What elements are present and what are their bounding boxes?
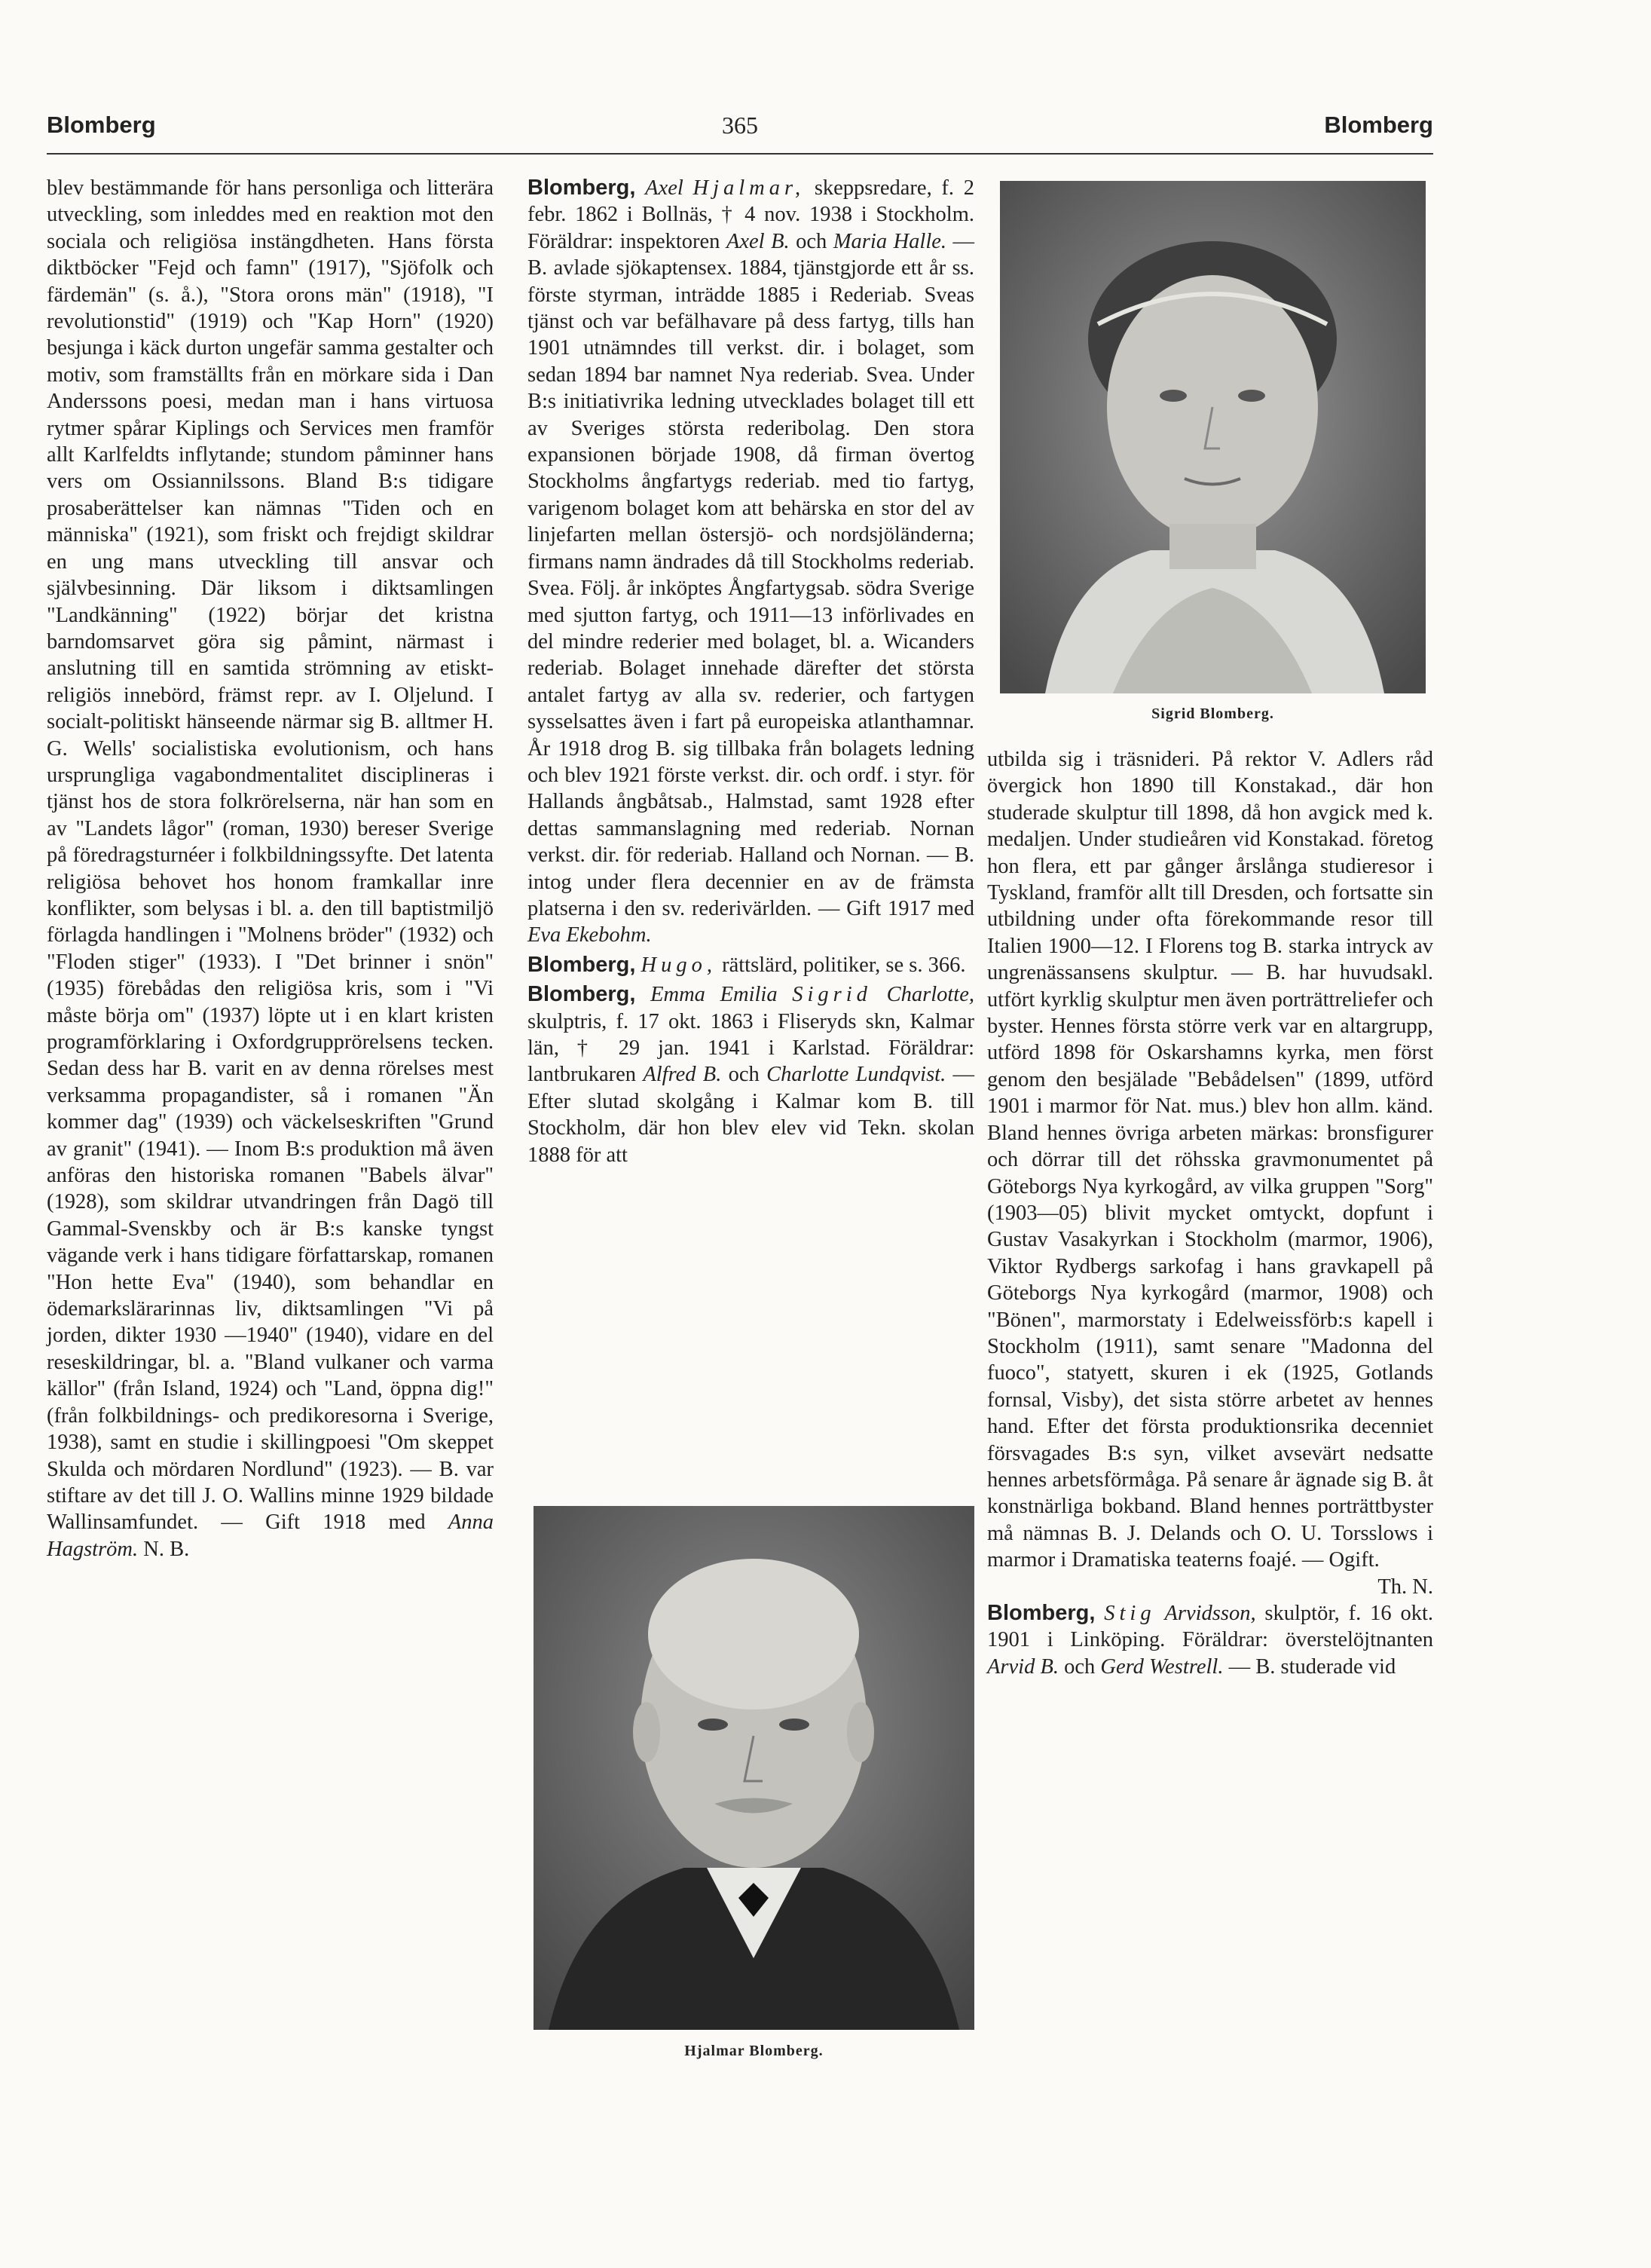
entry-text: — Efter slutad skolgång i Kalmar kom B. till Stockholm, där hon blev elev vid Tekn. skolan 1888 för att xyxy=(527,1063,974,1167)
running-header xyxy=(47,112,1433,149)
entry-text: — B. avlade sjökaptensex. 1884, tjänstgjorde ett år ss. förste styrman, inträdde 1885 i Rederiab. Sveas tjänst och var befälhavare på dess fartyg, tills han 1901 utnämndes till verkst. dir. i bolaget, som sedan 1894 bar namnet Nya rederiab. Svea. Under B:s initiativrika ledning utvecklades bolaget till ett av Sveriges största rederibolag. Den stora expansionen började 1908, då firman övertog Stockholms ångfartygs rederiab. med tio fartyg, varigenom bolaget kom att behärska en stor del av linjefarten mellan östersjö- och nordsjöländerna; firmans namn ändrades då till Stockholms rederiab. Svea. Följ. år inköptes Ångfartygsab. södra Sverige med sjutton fartyg, och 1911—13 införlivades en del mindre rederier med bolaget, bl. a. Wicanders rederiab. Bolaget innehade därefter det största antalet fartyg av alla sv. rederier, och fartygen sysselsattes även i fart på europeiska atlanthamnar. År 1918 drog B. sig tillbaka från bolagets ledning och blev 1921 förste verkst. dir. och ordf. i styr. för Hallands ångbåtsab., Halmstad, samt 1928 efter dettas sammanslagning med rederiab. Nornan verkst. dir. för rederiab. Halland och Nornan. — B. intog under flera decennier en av de främsta platserna i den sv. rederivärlden. — Gift 1917 med xyxy=(527,229,975,920)
entry-text: skulptris, f. 17 okt. 1863 i Fliseryds skn, Kalmar län, † 29 jan. 1941 i Karlstad. Föräldrar: lantbrukaren xyxy=(527,1009,974,1087)
portrait-sigrid-blomberg xyxy=(1000,181,1426,693)
entry-spouse: Eva Ekebohm. xyxy=(527,923,652,947)
entry-patronymic: Arvidsson, xyxy=(1164,1602,1256,1625)
entry-stig xyxy=(987,1600,1433,1680)
entry-given-name: Hjalmar, xyxy=(693,176,806,200)
entry-text: och xyxy=(728,1063,760,1087)
entry-mother: Maria Halle. xyxy=(833,229,947,253)
entry-text: utbilda sig i träsnideri. På rektor V. Adlers råd övergick hon 1890 till Konstakad., där hon studerade skulptur till 1898, då hon avgick med k. medaljen. Under studieåren vid Konstakad. företog hon flera, ett par gånger årslånga studieresor i Tyskland, framför allt till Dresden, och fortsatte sin utbildning under ofta förekommande resor till Italien 1900—12. I Florens tog B. starka intryck av ungrenässansens skulptur. — B. har huvudsakl. utfört kyrklig skulptur men även porträttreliefer och byster. Hennes första större verk var en altargrupp, utförd 1898 för Oskarshamns kyrka, men först genom den besjälade "Bebådelsen" (1899, utförd 1901 i marmor för Nat. mus.) blev hon allm. känd. Bland hennes övriga arbeten märkas: bronsfigurer och dörrar till det röhsska gravmonumentet på Göteborgs Nya kyrkogård, av vilka gruppen "Sorg" (1903—05) blivit mycket omtyckt, dopfunt i Gustav Vasakyrkan i Stockholm (marmor, 1906), Viktor Rydbergs sarkofag i hans gravkapell på Göteborgs Nya kyrkogård (marmor, 1908) och "Bönen", marmorstaty i Edelweissförb:s kapell i Stockholm (1911), samt senare "Madonna del fuoco", statyett, skuren i ek (1925, Gotlands fornsal, Visby), det sista större arbetet av hennes hand. Efter det första produktionsrika decenniet försvagades B:s syn, vilket avsevärt nedsatte hennes arbetsförmåga. På senare år ägnade sig B. åt konstnärliga bokband. Bland hennes porträttbyster må nämnas B. J. Delands och O. U. Torsslows i marmor i Dramatiska teaterns foajé. — Ogift. xyxy=(987,748,1433,1572)
portrait-photo-icon xyxy=(1000,181,1426,693)
header-left-word: Blomberg xyxy=(47,112,156,138)
article-continuation xyxy=(47,175,494,1563)
entry-first-name: Axel xyxy=(645,176,683,200)
entry-headword: Blomberg, xyxy=(527,982,636,1007)
entry-text: skeppsredare, f. 2 febr. 1862 i Bollnäs, † 4 nov. 1938 i Stockholm. Föräldrar: inspektoren xyxy=(527,176,975,253)
entry-headword: Blomberg, xyxy=(987,1601,1096,1625)
entry-headword: Blomberg, xyxy=(527,952,636,977)
entry-last-name: Charlotte, xyxy=(886,983,974,1007)
portrait-caption: Hjalmar Blomberg. xyxy=(684,2043,824,2059)
column-right xyxy=(987,746,1433,1680)
entry-text: skulptör, f. 16 okt. 1901 i Linköping. Föräldrar: överstelöjtnanten xyxy=(987,1602,1433,1652)
portrait-caption: Sigrid Blomberg. xyxy=(1151,705,1274,722)
entry-father: Arvid B. xyxy=(987,1654,1059,1679)
entry-given-name: Sigrid xyxy=(792,983,872,1007)
header-rule xyxy=(47,153,1433,155)
portrait-hjalmar-blomberg xyxy=(534,1506,974,2030)
entry-father: Alfred B. xyxy=(643,1063,722,1087)
portrait-photo-icon xyxy=(534,1506,974,2030)
column-middle xyxy=(527,175,974,1168)
author-signature: N. B. xyxy=(143,1537,190,1561)
entry-text: rättslärd, politiker, se s. 366. xyxy=(722,953,966,977)
column-left xyxy=(47,175,494,1563)
entry-text: och xyxy=(1064,1654,1096,1679)
entry-mother: Charlotte Lundqvist. xyxy=(766,1063,946,1087)
entry-given-name: Hugo, xyxy=(641,953,717,977)
entry-axel-hjalmar xyxy=(527,175,974,949)
entry-mother: Gerd Westrell. xyxy=(1100,1654,1224,1679)
entry-sigrid-continued xyxy=(987,746,1433,1599)
author-signature: Th. N. xyxy=(1377,1575,1433,1599)
entry-first-name: Emma Emilia xyxy=(650,983,778,1007)
entry-given-name: Stig xyxy=(1104,1602,1156,1625)
entry-father: Axel B. xyxy=(726,229,790,253)
entry-sigrid xyxy=(527,981,974,1168)
entry-hugo xyxy=(527,952,974,978)
entry-text: — B. studerade vid xyxy=(1228,1654,1396,1679)
page-number: 365 xyxy=(722,112,758,139)
spouse-name: Anna Hagström. xyxy=(47,1510,494,1561)
entry-headword: Blomberg, xyxy=(527,176,636,200)
entry-text: och xyxy=(796,229,827,253)
continuation-text: blev bestämmande för hans personliga och litterära utveckling, som inleddes med en reaktion mot den sociala och religiösa instängdheten. Hans första diktböcker "Fejd och famn" (1917), "Sjöfolk och färdemän" (s. å.), "Stora orons män" (1918), "I revolutionstid" (1919) och "Kap Horn" (1920) besjunga i käck durton ungefär samma gestalter och motiv, som framställts från en mörkare sida i Dan Anderssons poesi, medan man i hans virtuosa rytmer spårar Kiplings och Services men framför allt Karlfeldts inflytande; stundom påminner hans vers om Ossiannilssons. Bland B:s tidigare prosaberättelser kan nämnas "Tiden och en människa" (1921), som friskt och frejdigt skildrar en ung mans utveckling till ansvar och självbesinning. Där liksom i diktsamlingen "Landkänning" (1922) börjar det kristna barndomsarvet göra sig påmint, närmast i anslutning till en samtida strömning av etiskt-religiös innebörd, främst repr. av I. Oljelund. I socialt-politiskt hänseende närmar sig B. alltmer H. G. Wells' socialistiska evolutionism, och hans ursprungliga vagabondmentalitet disciplineras i tjänst hos de stora folkrörelserna, när han som en av "Landets lågor" (roman, 1930) bereser Sverige på föredragsturnéer i folkbildningssyfte. Det latenta religiösa behovet hos honom framkallar inre konflikter, som belysas i bl. a. den till baptistmiljö förlagda handlingen i "Molnens bröder" (1932) och "Floden stiger" (1933). I "Det brinner i snön" (1935) förebådas den religiösa kris, som i "Vi måste börja om" (1937) löpte ut i en klart kristen programförklaring i Oxfordgrupprörelsens tecken. Sedan dess har B. varit en av denna rörelses mest verksamma propagandister, så i romanen "Än kommer dag" (1939) och väckelseskriften "Grund av granit" (1941). — Inom B:s produktion må även anföras den historiska romanen "Babels älvar" (1928), som skildrar utvandringen från Dagö till Gammal-Svenskby och är B:s kanske tyngst vägande verk i hans tidigare författarskap, romanen "Hon hette Eva" (1940), som behandlar en ödemarkslärarinnas liv, diktsamlingen "Vi på jorden, dikter 1930 —1940" (1940), vidare en del reseskildringar, bl. a. "Bland vulkaner och varma källor" (från Island, 1924) och "Land, öppna dig!" (från folkbildnings- och predikoresorna i Sverige, 1938), samt en studie i skillingpoesi "Om skeppet Skulda och mördaren Nordlund" (1923). — B. var stiftare av det till J. O. Wallins minne 1929 bildade Wallinsamfundet. — Gift 1918 med xyxy=(47,176,494,1535)
header-right-word: Blomberg xyxy=(1324,112,1433,138)
